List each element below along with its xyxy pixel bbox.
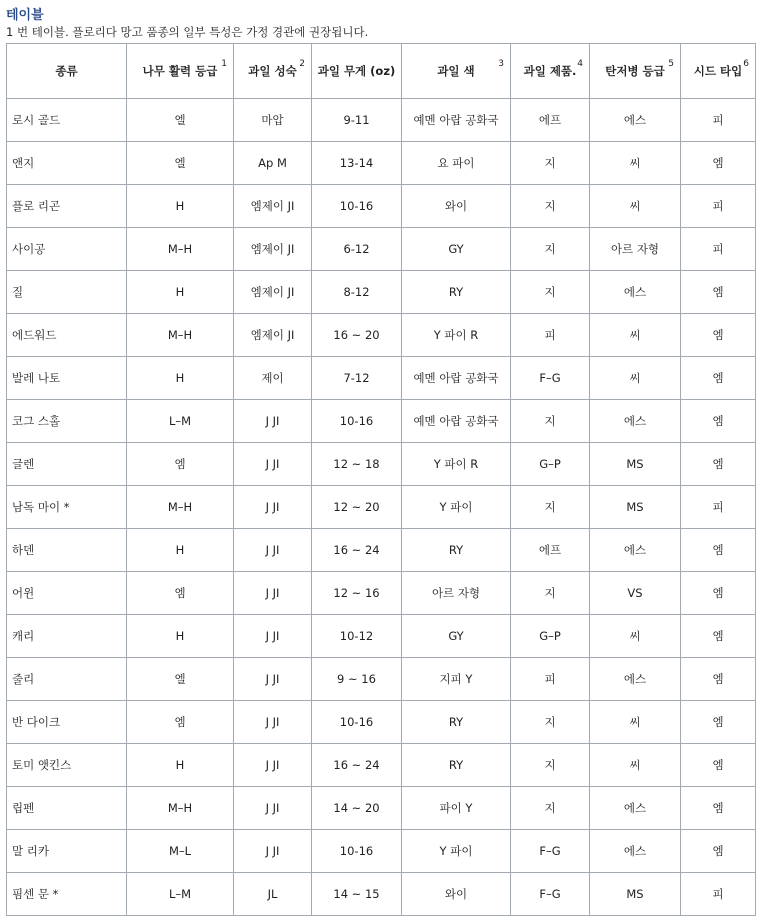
cell-anthracnose: 씨	[590, 744, 681, 787]
cell-tree-vigor: M–H	[127, 486, 234, 529]
cell-fruit-weight: 9 ~ 16	[312, 658, 402, 701]
cell-fruit-color: GY	[402, 228, 511, 271]
cell-tree-vigor: M–L	[127, 830, 234, 873]
cell-fruit-production: 지	[511, 572, 590, 615]
cell-fruit-production: G–P	[511, 443, 590, 486]
cell-fruit-maturity: 제이	[234, 357, 312, 400]
cell-anthracnose: 에스	[590, 271, 681, 314]
cell-fruit-color: Y 파이 R	[402, 314, 511, 357]
table-row	[7, 658, 756, 701]
cell-fruit-weight: 6-12	[312, 228, 402, 271]
cell-fruit-production: F–G	[511, 873, 590, 916]
cell-seed-type: 엠	[681, 830, 756, 873]
cell-anthracnose: 아르 자형	[590, 228, 681, 271]
cell-tree-vigor: 엠	[127, 572, 234, 615]
table-row	[7, 142, 756, 185]
cell-fruit-color: Y 파이 R	[402, 443, 511, 486]
cell-tree-vigor: H	[127, 744, 234, 787]
cell-fruit-production: 에프	[511, 529, 590, 572]
cell-fruit-color: GY	[402, 615, 511, 658]
table-row	[7, 787, 756, 830]
cell-fruit-weight: 10-16	[312, 400, 402, 443]
cell-variety: 코그 스홀	[7, 400, 127, 443]
cell-fruit-weight: 16 ~ 24	[312, 744, 402, 787]
cell-fruit-maturity: J JI	[234, 744, 312, 787]
cell-anthracnose: 씨	[590, 357, 681, 400]
cell-variety: 줄리	[7, 658, 127, 701]
footnote-marker: 3	[498, 59, 504, 69]
cell-fruit-color: 지피 Y	[402, 658, 511, 701]
column-header-label: 종류	[55, 64, 78, 78]
cell-fruit-maturity: J JI	[234, 572, 312, 615]
cell-fruit-weight: 10-12	[312, 615, 402, 658]
cell-fruit-maturity: 엠제이 JI	[234, 314, 312, 357]
column-header-variety	[7, 44, 127, 99]
footnote-marker: 2	[299, 59, 305, 69]
table-row	[7, 271, 756, 314]
cell-fruit-production: 지	[511, 787, 590, 830]
column-header-label: 과일 성숙	[248, 64, 297, 78]
cell-seed-type: 피	[681, 99, 756, 142]
table-row	[7, 357, 756, 400]
cell-fruit-color: 아르 자형	[402, 572, 511, 615]
cell-fruit-maturity: 엠제이 JI	[234, 271, 312, 314]
cell-anthracnose: 에스	[590, 400, 681, 443]
cell-fruit-color: 파이 Y	[402, 787, 511, 830]
cell-seed-type: 피	[681, 228, 756, 271]
cell-fruit-maturity: J JI	[234, 486, 312, 529]
table-row	[7, 572, 756, 615]
cell-fruit-production: 지	[511, 185, 590, 228]
cell-tree-vigor: 엠	[127, 443, 234, 486]
cell-variety: 사이공	[7, 228, 127, 271]
cell-fruit-weight: 16 ~ 24	[312, 529, 402, 572]
cell-seed-type: 피	[681, 185, 756, 228]
cell-tree-vigor: H	[127, 357, 234, 400]
cell-anthracnose: 에스	[590, 830, 681, 873]
cell-fruit-production: 지	[511, 142, 590, 185]
column-header-tree-vigor	[127, 44, 234, 99]
table-row	[7, 443, 756, 486]
cell-anthracnose: 에스	[590, 658, 681, 701]
table-row	[7, 400, 756, 443]
cell-fruit-production: 지	[511, 744, 590, 787]
cell-fruit-color: 와이	[402, 873, 511, 916]
cell-seed-type: 피	[681, 873, 756, 916]
mango-varieties-table	[6, 43, 756, 916]
cell-variety: 발레 나토	[7, 357, 127, 400]
cell-fruit-color: RY	[402, 271, 511, 314]
footnote-marker: 6	[743, 59, 749, 69]
cell-fruit-weight: 14 ~ 15	[312, 873, 402, 916]
column-header-label: 과일 제품.	[523, 64, 577, 78]
table-row	[7, 615, 756, 658]
page-title: 테이블	[6, 8, 44, 23]
cell-variety: 로시 골드	[7, 99, 127, 142]
cell-variety: 하덴	[7, 529, 127, 572]
cell-variety: 남독 마이 *	[7, 486, 127, 529]
cell-tree-vigor: M–H	[127, 314, 234, 357]
cell-fruit-production: F–G	[511, 830, 590, 873]
cell-fruit-production: 지	[511, 228, 590, 271]
cell-anthracnose: 씨	[590, 314, 681, 357]
column-header-seed-type	[681, 44, 756, 99]
footnote-marker: 1	[221, 59, 227, 69]
cell-fruit-color: 와이	[402, 185, 511, 228]
column-header-fruit-maturity	[234, 44, 312, 99]
cell-variety: 반 다이크	[7, 701, 127, 744]
cell-fruit-maturity: J JI	[234, 658, 312, 701]
cell-fruit-color: 예멘 아랍 공화국	[402, 99, 511, 142]
column-header-fruit-production	[511, 44, 590, 99]
cell-seed-type: 엠	[681, 572, 756, 615]
cell-fruit-color: 요 파이	[402, 142, 511, 185]
table-row	[7, 701, 756, 744]
cell-tree-vigor: 엘	[127, 142, 234, 185]
cell-tree-vigor: H	[127, 271, 234, 314]
cell-fruit-color: RY	[402, 529, 511, 572]
cell-fruit-production: G–P	[511, 615, 590, 658]
column-header-fruit-weight	[312, 44, 402, 99]
cell-anthracnose: 에스	[590, 99, 681, 142]
cell-fruit-color: 예멘 아랍 공화국	[402, 357, 511, 400]
table-body	[7, 99, 756, 916]
cell-seed-type: 엠	[681, 615, 756, 658]
cell-fruit-maturity: J JI	[234, 400, 312, 443]
cell-seed-type: 엠	[681, 701, 756, 744]
column-header-label: 과일 무게 (oz)	[317, 64, 396, 78]
cell-variety: 말 리카	[7, 830, 127, 873]
cell-fruit-weight: 10-16	[312, 830, 402, 873]
cell-fruit-maturity: J JI	[234, 701, 312, 744]
table-caption: 1 번 테이블. 플로리다 망고 품종의 일부 특성은 가정 경관에 권장됩니다.	[6, 25, 369, 39]
cell-variety: 립펜	[7, 787, 127, 830]
cell-variety: 핌센 문 *	[7, 873, 127, 916]
cell-fruit-maturity: 마압	[234, 99, 312, 142]
cell-fruit-production: 지	[511, 486, 590, 529]
cell-fruit-weight: 13-14	[312, 142, 402, 185]
table-row	[7, 228, 756, 271]
cell-fruit-maturity: Ap M	[234, 142, 312, 185]
cell-fruit-maturity: 엠제이 JI	[234, 185, 312, 228]
cell-tree-vigor: L–M	[127, 873, 234, 916]
cell-seed-type: 엠	[681, 787, 756, 830]
cell-anthracnose: MS	[590, 873, 681, 916]
cell-fruit-weight: 8-12	[312, 271, 402, 314]
cell-fruit-weight: 12 ~ 20	[312, 486, 402, 529]
cell-fruit-weight: 10-16	[312, 701, 402, 744]
cell-anthracnose: 씨	[590, 142, 681, 185]
cell-anthracnose: 에스	[590, 529, 681, 572]
cell-fruit-weight: 12 ~ 16	[312, 572, 402, 615]
cell-seed-type: 엠	[681, 529, 756, 572]
footnote-marker: 4	[577, 59, 583, 69]
cell-fruit-weight: 10-16	[312, 185, 402, 228]
cell-variety: 어윈	[7, 572, 127, 615]
cell-fruit-weight: 9-11	[312, 99, 402, 142]
cell-seed-type: 엠	[681, 314, 756, 357]
cell-tree-vigor: 엘	[127, 658, 234, 701]
cell-tree-vigor: H	[127, 529, 234, 572]
cell-fruit-weight: 14 ~ 20	[312, 787, 402, 830]
column-header-label: 과일 색	[437, 64, 475, 78]
cell-anthracnose: 씨	[590, 615, 681, 658]
cell-seed-type: 엠	[681, 443, 756, 486]
cell-fruit-production: 지	[511, 400, 590, 443]
cell-seed-type: 엠	[681, 658, 756, 701]
cell-seed-type: 엠	[681, 400, 756, 443]
cell-fruit-color: 예멘 아랍 공화국	[402, 400, 511, 443]
cell-variety: 질	[7, 271, 127, 314]
cell-variety: 앤지	[7, 142, 127, 185]
cell-variety: 캐리	[7, 615, 127, 658]
cell-fruit-weight: 16 ~ 20	[312, 314, 402, 357]
cell-fruit-maturity: 엠제이 JI	[234, 228, 312, 271]
cell-anthracnose: VS	[590, 572, 681, 615]
cell-fruit-production: F–G	[511, 357, 590, 400]
table-row	[7, 185, 756, 228]
cell-tree-vigor: L–M	[127, 400, 234, 443]
cell-tree-vigor: M–H	[127, 787, 234, 830]
cell-fruit-production: 피	[511, 658, 590, 701]
cell-fruit-maturity: J JI	[234, 830, 312, 873]
cell-seed-type: 피	[681, 486, 756, 529]
cell-fruit-weight: 12 ~ 18	[312, 443, 402, 486]
table-row	[7, 830, 756, 873]
cell-seed-type: 엠	[681, 271, 756, 314]
cell-fruit-production: 지	[511, 271, 590, 314]
table-row	[7, 314, 756, 357]
cell-fruit-maturity: J JI	[234, 443, 312, 486]
cell-variety: 글렌	[7, 443, 127, 486]
cell-tree-vigor: M–H	[127, 228, 234, 271]
cell-fruit-production: 에프	[511, 99, 590, 142]
cell-anthracnose: MS	[590, 443, 681, 486]
cell-fruit-production: 피	[511, 314, 590, 357]
cell-fruit-maturity: JL	[234, 873, 312, 916]
column-header-anthracnose	[590, 44, 681, 99]
cell-fruit-color: RY	[402, 701, 511, 744]
cell-fruit-maturity: J JI	[234, 615, 312, 658]
column-header-label: 탄저병 등급	[605, 64, 665, 78]
cell-fruit-color: Y 파이	[402, 830, 511, 873]
table-row	[7, 529, 756, 572]
cell-fruit-color: RY	[402, 744, 511, 787]
table-header-row	[7, 44, 756, 99]
column-header-fruit-color	[402, 44, 511, 99]
cell-anthracnose: 에스	[590, 787, 681, 830]
table-row	[7, 99, 756, 142]
cell-seed-type: 엠	[681, 744, 756, 787]
cell-fruit-maturity: J JI	[234, 529, 312, 572]
cell-tree-vigor: 엠	[127, 701, 234, 744]
cell-fruit-production: 지	[511, 701, 590, 744]
cell-seed-type: 엠	[681, 357, 756, 400]
cell-tree-vigor: H	[127, 615, 234, 658]
cell-variety: 에드워드	[7, 314, 127, 357]
cell-anthracnose: 씨	[590, 701, 681, 744]
cell-tree-vigor: H	[127, 185, 234, 228]
cell-fruit-maturity: J JI	[234, 787, 312, 830]
cell-variety: 플로 리곤	[7, 185, 127, 228]
cell-fruit-color: Y 파이	[402, 486, 511, 529]
cell-tree-vigor: 엘	[127, 99, 234, 142]
footnote-marker: 5	[668, 59, 674, 69]
cell-variety: 토미 앳킨스	[7, 744, 127, 787]
cell-seed-type: 엠	[681, 142, 756, 185]
cell-anthracnose: MS	[590, 486, 681, 529]
table-row	[7, 486, 756, 529]
cell-fruit-weight: 7-12	[312, 357, 402, 400]
column-header-label: 나무 활력 등급	[142, 64, 218, 78]
table-row	[7, 873, 756, 916]
cell-anthracnose: 씨	[590, 185, 681, 228]
table-row	[7, 744, 756, 787]
column-header-label: 시드 타입	[693, 64, 743, 78]
